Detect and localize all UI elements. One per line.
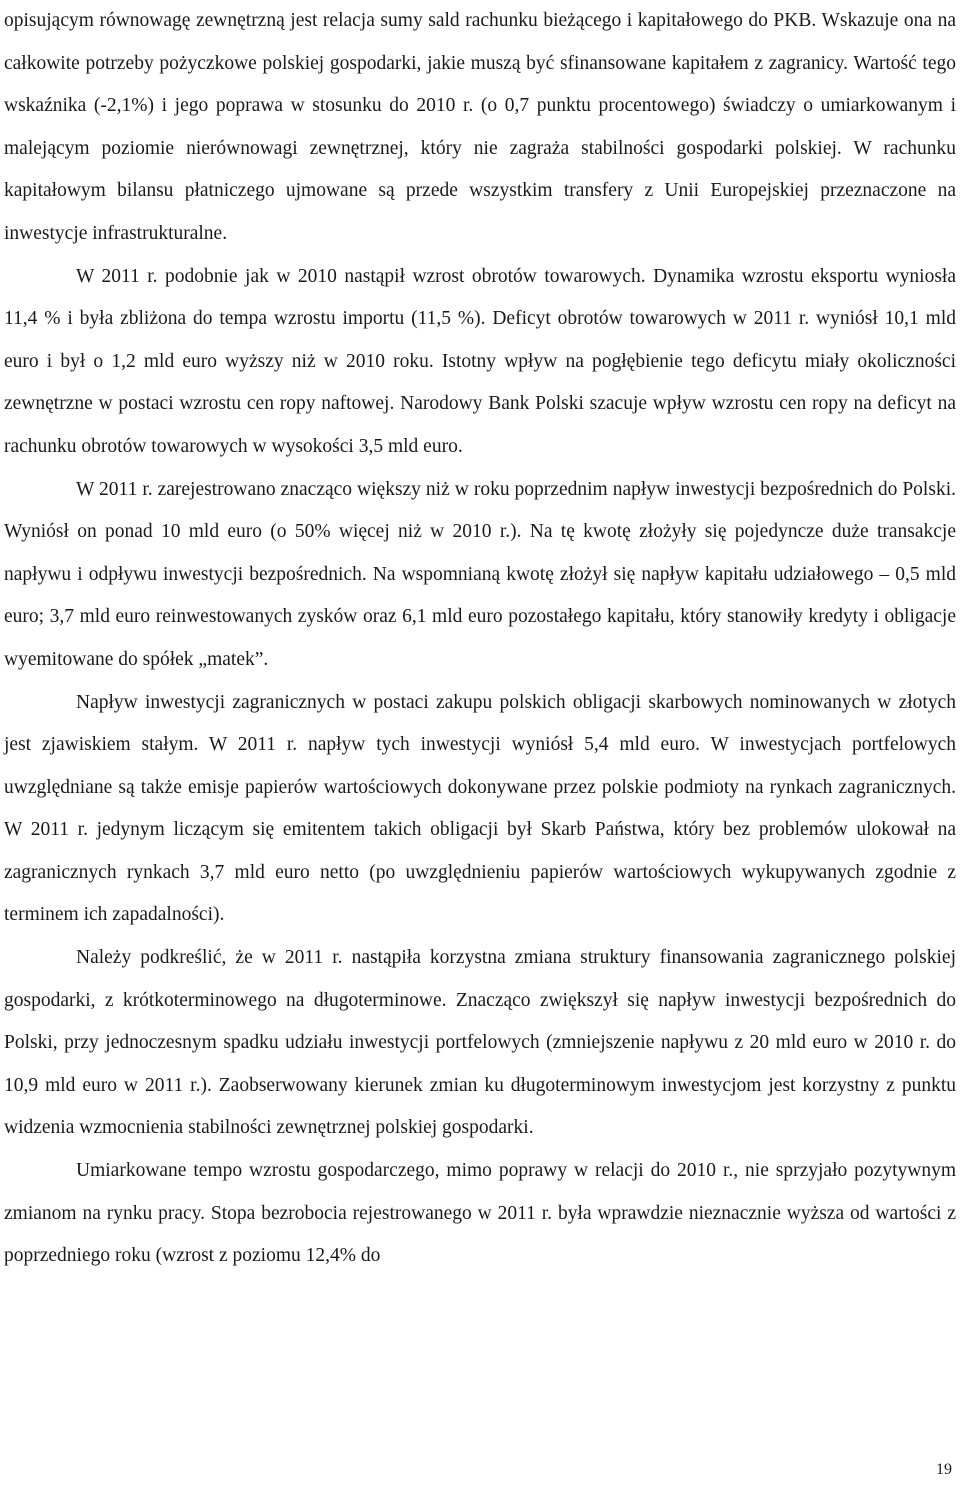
paragraph-trade-turnover: W 2011 r. podobnie jak w 2010 nastąpił wzrost obrotów towarowych. Dynamika wzrostu eksportu wyniosła 11,4 % i była zbliżona do tempa wzrostu importu (11,5 %). Deficyt obrotów towarowych w 2011 r. wyniósł 10,1 mld euro i był o 1,2 mld euro wyższy niż w 2010 roku. Istotny wpływ na pogłębienie tego deficytu miały okoliczności zewnętrzne w postaci wzrostu cen ropy naftowej. Narodowy Bank Polski szacuje wpływ wzrostu cen ropy na deficyt na rachunku obrotów towarowych w wysokości 3,5 mld euro. xyxy=(4,265,956,457)
paragraph-financing-structure: Należy podkreślić, że w 2011 r. nastąpiła korzystna zmiana struktury finansowania zagranicznego polskiej gospodarki, z krótkoterminowego na długoterminowe. Znacząco zwiększył się napływ inwestycji bezpośrednich do Polski, przy jednoczesnym spadku udziału inwestycji portfelowych (zmniejszenie napływu z 20 mld euro w 2010 r. do 10,9 mld euro w 2011 r.). Zaobserwowany kierunek zmian ku długoterminowym inwestycjom jest korzystny z punktu widzenia wzmocnienia stabilności zewnętrznej polskiej gospodarki. xyxy=(4,947,956,1139)
paragraph-balance-of-payments: opisującym równowagę zewnętrzną jest relacja sumy sald rachunku bieżącego i kapitałowego do PKB. Wskazuje ona na całkowite potrzeby pożyczkowe polskiej gospodarki, jakie muszą być sfinansowane kapitałem z zagranicy. Wartość tego wskaźnika (-2,1%) i jego poprawa w stosunku do 2010 r. (o 0,7 punktu procentowego) świadczy o umiarkowanym i malejącym poziomie nierównowagi zewnętrznej, który nie zagraża stabilności gospodarki polskiej. W rachunku kapitałowym bilansu płatniczego ujmowane są przede wszystkim transfery z Unii Europejskiej przeznaczone na inwestycje infrastrukturalne. xyxy=(4,10,956,244)
paragraph-portfolio-investment: Napływ inwestycji zagranicznych w postaci zakupu polskich obligacji skarbowych nominowanych w złotych jest zjawiskiem stałym. W 2011 r. napływ tych inwestycji wyniósł 5,4 mld euro. W inwestycjach portfelowych uwzględniane są także emisje papierów wartościowych dokonywane przez polskie podmioty na rynkach zagranicznych. W 2011 r. jedynym liczącym się emitentem takich obligacji był Skarb Państwa, który bez problemów ulokował na zagranicznych rynkach 3,7 mld euro netto (po uwzględnieniu papierów wartościowych wykupywanych zgodnie z terminem ich zapadalności). xyxy=(4,691,956,926)
paragraph-labour-market: Umiarkowane tempo wzrostu gospodarczego, mimo poprawy w relacji do 2010 r., nie sprzyjało pozytywnym zmianom na rynku pracy. Stopa bezrobocia rejestrowanego w 2011 r. była wprawdzie nieznacznie wyższa od wartości z poprzedniego roku (wzrost z poziomu 12,4% do xyxy=(4,1160,956,1267)
paragraph-direct-investment: W 2011 r. zarejestrowano znacząco większy niż w roku poprzednim napływ inwestycji bezpośrednich do Polski. Wyniósł on ponad 10 mld euro (o 50% więcej niż w 2010 r.). Na tę kwotę złożyły się pojedyncze duże transakcje napływu i odpływu inwestycji bezpośrednich. Na wspomnianą kwotę złożył się napływ kapitału udziałowego – 0,5 mld euro; 3,7 mld euro reinwestowanych zysków oraz 6,1 mld euro pozostałego kapitału, który stanowiły kredyty i obligacje wyemitowane do spółek „matek”. xyxy=(4,478,956,670)
document-page xyxy=(4,0,956,1278)
page-number: 19 xyxy=(936,1461,952,1478)
